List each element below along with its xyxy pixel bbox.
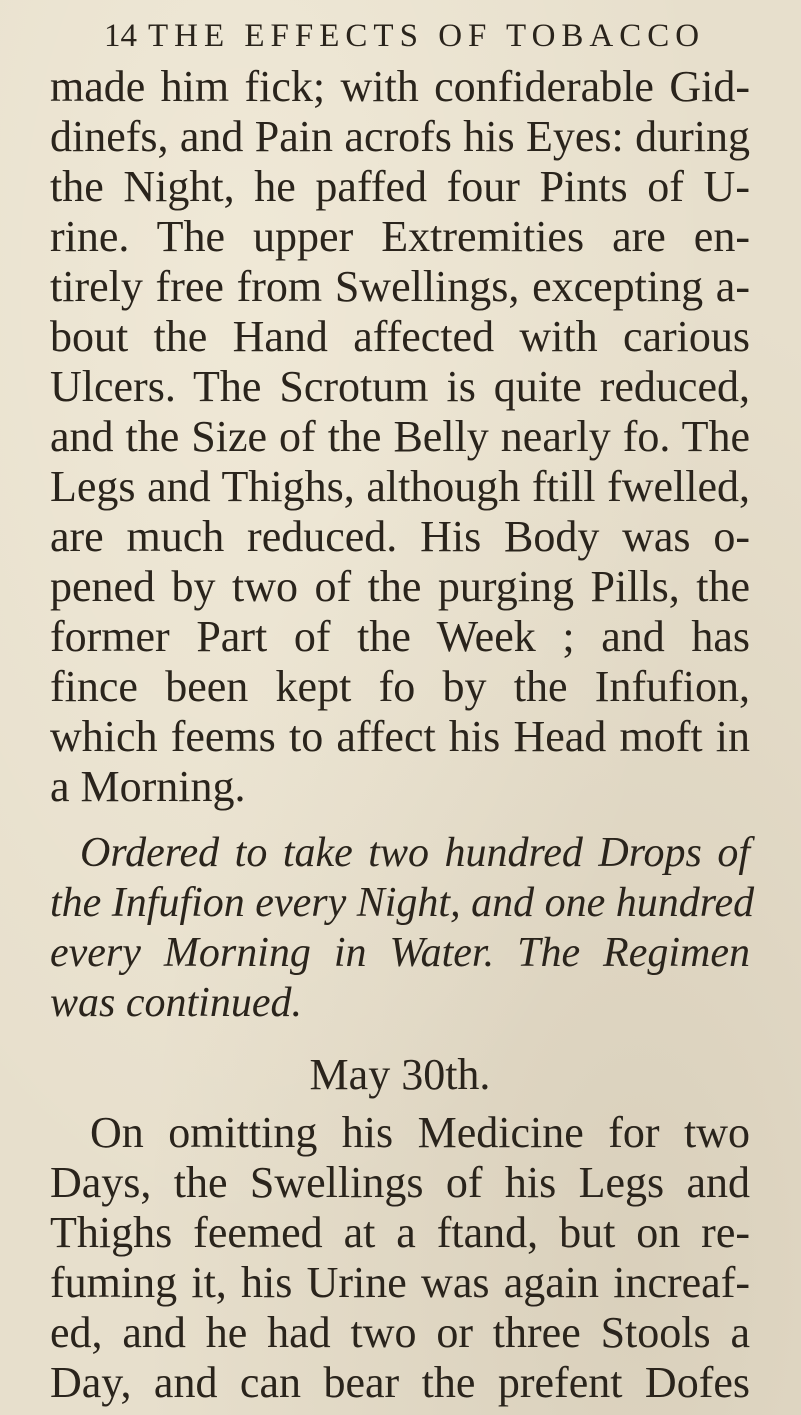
body-line: Legs and Thighs, although ftill fwelled, bbox=[50, 462, 750, 511]
body-line: Days, the Swellings of his Legs and bbox=[50, 1158, 750, 1207]
body-line: fuming it, his Urine was again increaf- bbox=[50, 1258, 750, 1307]
body-line: fince been kept fo by the Infufion, bbox=[50, 662, 750, 711]
order-line: was continued. bbox=[50, 980, 302, 1026]
body-line: the Night, he paffed four Pints of U- bbox=[50, 162, 750, 211]
body-line: dinefs, and Pain acrofs his Eyes: during bbox=[50, 112, 750, 161]
body-line: rine. The upper Extremities are en- bbox=[50, 212, 750, 261]
running-title: THE EFFECTS OF TOBACCO bbox=[148, 18, 706, 54]
order-line: every Morning in Water. The Regimen bbox=[50, 930, 750, 976]
body-line: On omitting his Medicine for two bbox=[90, 1108, 750, 1157]
order-line: Ordered to take two hundred Drops of bbox=[80, 830, 750, 876]
body-line: Day, and can bear the prefent Dofes bbox=[50, 1358, 750, 1407]
order-line: the Infufion every Night, and one hundred bbox=[50, 880, 755, 926]
date-heading: May 30th. bbox=[309, 1050, 491, 1099]
body-line: which feems to affect his Head moft in bbox=[50, 712, 750, 761]
body-line: pened by two of the purging Pills, the bbox=[50, 562, 750, 611]
body-line: made him fick; with confiderable Gid- bbox=[50, 62, 750, 111]
body-line: a Morning. bbox=[50, 762, 246, 811]
body-line: Thighs feemed at a ftand, but on re- bbox=[50, 1208, 750, 1257]
body-line: are much reduced. His Body was o- bbox=[50, 512, 750, 561]
page-number: 14 bbox=[104, 18, 137, 54]
body-line: former Part of the Week ; and has bbox=[50, 612, 750, 661]
body-line: tirely free from Swellings, excepting a- bbox=[50, 262, 750, 311]
body-line: bout the Hand affected with carious bbox=[50, 312, 750, 361]
body-line: ed, and he had two or three Stools a bbox=[50, 1308, 750, 1357]
running-head bbox=[104, 18, 744, 58]
body-line: Ulcers. The Scrotum is quite reduced, bbox=[50, 362, 750, 411]
body-line: and the Size of the Belly nearly fo. The bbox=[50, 412, 750, 461]
